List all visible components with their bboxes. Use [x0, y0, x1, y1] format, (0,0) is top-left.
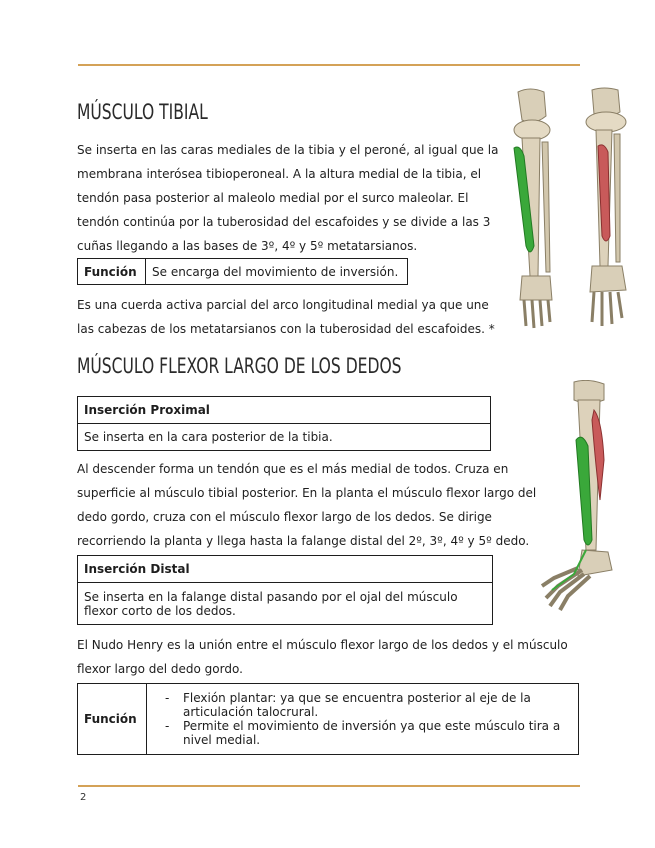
text-line: tendón pasa posterior al maleolo medial por el surco maleolar. El — [77, 191, 469, 205]
footer-rule — [78, 785, 580, 787]
henry-knot-description — [77, 633, 568, 681]
function-list-cell — [147, 684, 579, 755]
text-line: recorriendo la planta y llega hasta la falange distal del 2º, 3º, 4º y 5º dedo. — [77, 534, 530, 548]
leg-rear-view — [586, 88, 626, 326]
text-line: Se inserta en las caras mediales de la tibia y el peroné, al igual que la — [77, 143, 499, 157]
text-line: Al descender forma un tendón que es el más medial de todos. Cruza en — [77, 462, 509, 476]
flexor-proximal-table — [77, 396, 491, 451]
leg-anatomy-illustration-tibial — [500, 86, 640, 332]
text-line: El Nudo Henry es la unión entre el músculo flexor largo de los dedos y el músculo — [77, 638, 568, 652]
tibial-function-table — [77, 258, 408, 285]
leg-anatomy-illustration-flexor — [538, 380, 638, 612]
distal-label: Inserción Distal — [78, 556, 493, 583]
tibial-description — [77, 138, 498, 258]
text-line: articulación talocrural. — [183, 705, 319, 719]
tibial-note — [77, 293, 495, 341]
proximal-text: Se inserta en la cara posterior de la tibia. — [78, 424, 491, 451]
text-line: tendón continúa por la tuberosidad del escafoides y se divide a las 3 — [77, 215, 491, 229]
flexor-description — [77, 457, 536, 553]
proximal-label: Inserción Proximal — [78, 397, 491, 424]
function-label: Función — [78, 684, 147, 755]
text-line: nivel medial. — [183, 733, 261, 747]
text-line: membrana interósea tibioperoneal. A la altura medial de la tibia, el — [77, 167, 482, 181]
flexor-function-table — [77, 683, 579, 755]
function-item — [153, 691, 572, 719]
function-label: Función — [78, 259, 146, 285]
text-line: superficie al músculo tibial posterior. En la planta el músculo flexor largo del — [77, 486, 537, 500]
text-line: Permite el movimiento de inversión ya que este músculo tira a — [183, 719, 561, 733]
header-rule — [78, 64, 580, 66]
text-line: Es una cuerda activa parcial del arco longitudinal medial ya que une — [77, 298, 489, 312]
text-line: cuñas llegando a las bases de 3º, 4º y 5º metatarsianos. — [77, 239, 418, 253]
text-line: Flexión plantar: ya que se encuentra posterior al eje de la — [183, 691, 531, 705]
function-list — [153, 691, 572, 747]
text-line: flexor corto de los dedos. — [84, 603, 236, 618]
text-line: flexor largo del dedo gordo. — [77, 662, 243, 676]
distal-text — [78, 583, 493, 625]
section-title-flexor: MÚSCULO FLEXOR LARGO DE LOS DEDOS — [77, 354, 402, 378]
text-line: dedo gordo, cruza con el músculo flexor largo de los dedos. Se dirige — [77, 510, 492, 524]
text-line: Se inserta en la falange distal pasando por el ojal del músculo — [84, 589, 458, 604]
flexor-distal-table — [77, 555, 493, 625]
function-text: Se encarga del movimiento de inversión. — [146, 259, 408, 285]
text-line: las cabezas de los metatarsianos con la tuberosidad del escafoides. * — [77, 322, 495, 336]
page-number: 2 — [80, 792, 87, 803]
function-item — [153, 719, 572, 747]
section-title-tibial: MÚSCULO TIBIAL — [77, 100, 208, 124]
leg-front-view — [514, 89, 552, 328]
